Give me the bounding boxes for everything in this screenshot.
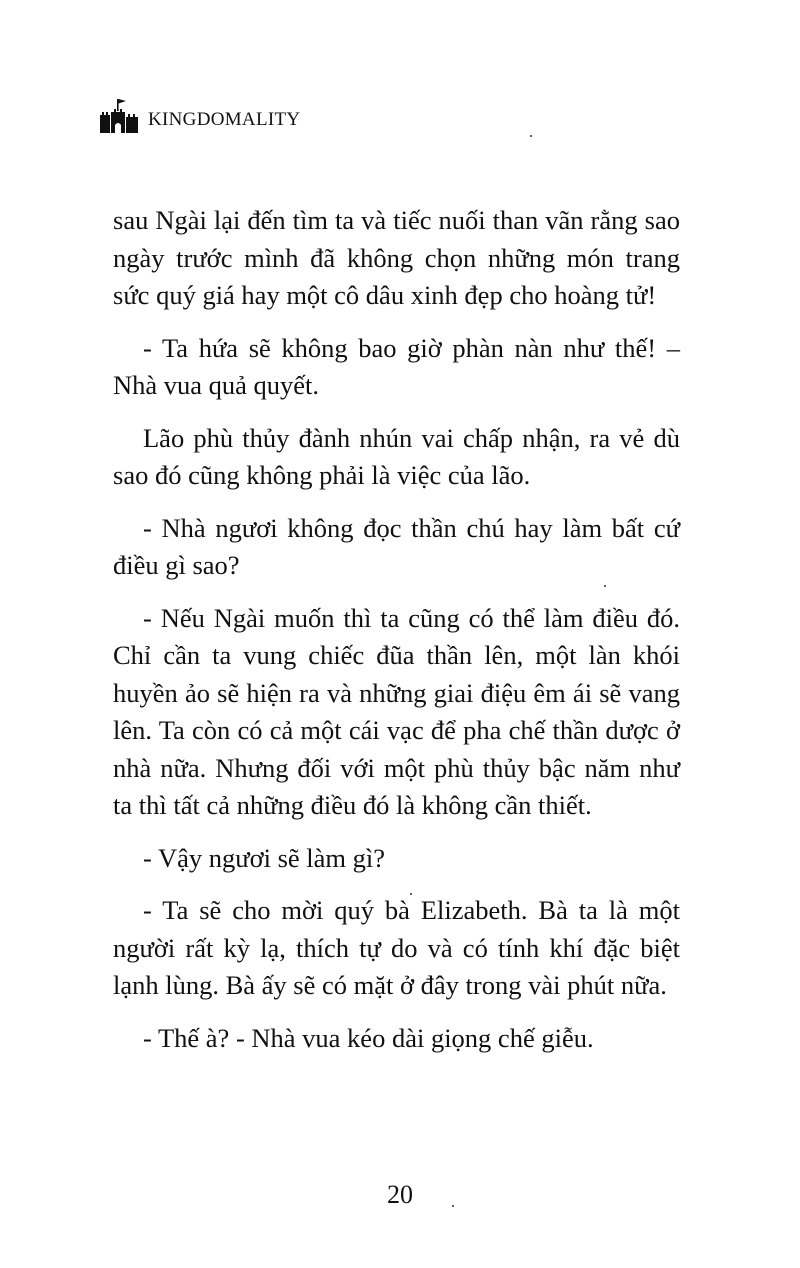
paragraph: sau Ngài lại đến tìm ta và tiếc nuối than vãn rằng sao ngày trước mình đã không chọn những món trang sức quý giá hay một cô dâu xinh đẹp cho hoàng tử! <box>113 205 680 310</box>
paragraph: - Nếu Ngài muốn thì ta cũng có thể làm điều đó. Chỉ cần ta vung chiếc đũa thần lên, một làn khói huyền ảo sẽ hiện ra và những giai điệu êm ái sẽ vang lên. Ta còn có cả một cái vạc để pha chế thần dược ở nhà nữa. Nhưng đối với một phù thủy bậc năm như ta thì tất cả những điều đó là không cần thiết. <box>113 602 680 820</box>
paragraph: - Ta sẽ cho mời quý bà Elizabeth. Bà ta là một người rất kỳ lạ, thích tự do và có tính khí đặc biệt lạnh lùng. Bà ấy sẽ có mặt ở đây trong vài phút nữa. <box>113 895 680 1000</box>
page-body-text <box>113 202 680 1072</box>
scan-speck <box>530 135 532 137</box>
paragraph: - Ta hứa sẽ không bao giờ phàn nàn như thế! – Nhà vua quả quyết. <box>113 332 680 400</box>
paragraph: - Thế à? - Nhà vua kéo dài giọng chế giễu. <box>143 1022 594 1053</box>
running-header <box>98 93 300 133</box>
page-number: 20 <box>387 1180 413 1209</box>
scan-speck <box>452 1205 454 1207</box>
paragraph: Lão phù thủy đành nhún vai chấp nhận, ra vẻ dù sao đó cũng không phải là việc của lão. <box>113 422 680 490</box>
paragraph: - Vậy ngươi sẽ làm gì? <box>143 842 386 873</box>
paragraph: - Nhà ngươi không đọc thần chú hay làm bất cứ điều gì sao? <box>113 512 680 580</box>
scan-speck <box>604 585 606 587</box>
running-title: KINGDOMALITY <box>148 109 301 130</box>
scan-speck <box>410 893 412 895</box>
castle-logo-icon <box>98 97 142 133</box>
